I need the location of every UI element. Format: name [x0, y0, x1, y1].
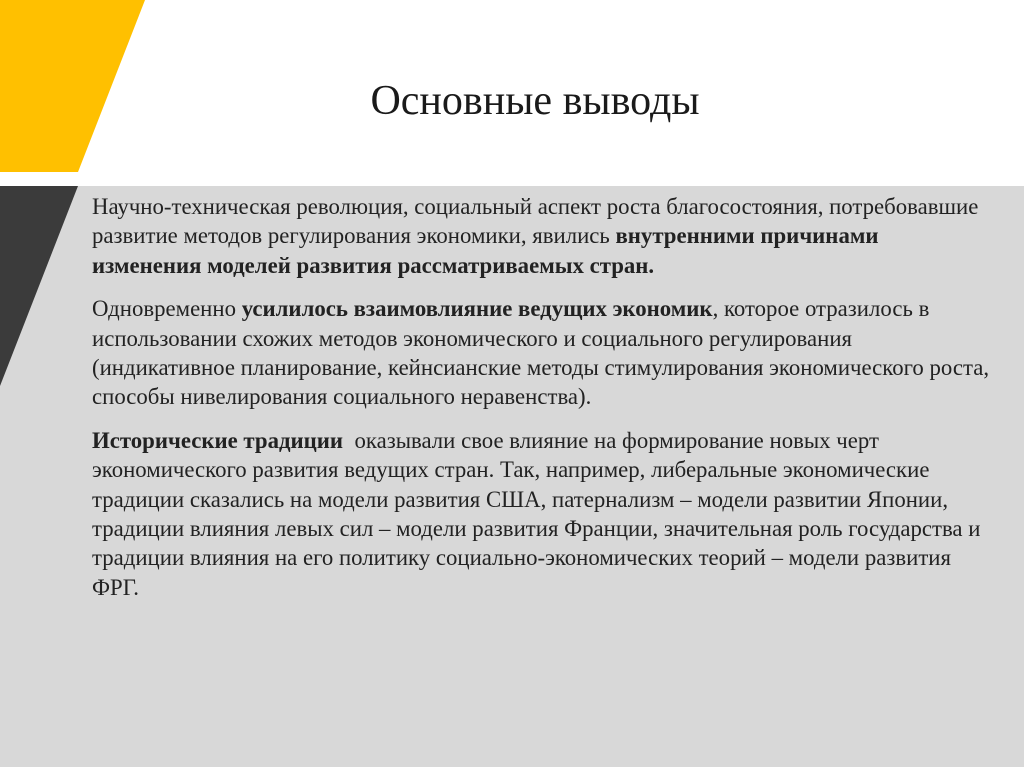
paragraph-emphasis: усилилось взаимовлияние ведущих экономик	[241, 296, 713, 322]
paragraph-internal-causes	[92, 192, 992, 280]
slide-content	[92, 192, 992, 616]
paragraph-text: Научно-техническая революция, социальный аспект роста благосостояния, потребовавшие развитие методов регулирования экономики, явились	[92, 194, 979, 249]
slide-title: Основные выводы	[370, 78, 700, 124]
paragraph-text: Одновременно	[92, 296, 242, 322]
paragraph-historical-traditions	[92, 426, 992, 602]
paragraph-text: , которое отразилось в использовании схожих методов экономического и социального регулирования (индикативное планирование, кейнсианские методы стимулирования экономического роста, способы нивелирования социального неравенства).	[92, 296, 990, 410]
paragraph-text: оказывали свое влияние на формирование новых черт экономического развития ведущих стран. Так, например, либеральные экономические традиции сказались на модели развития США, патернализм – модели развитии Японии, традиции влияния левых сил – модели развития Франции, значительная роль государства и традиции влияния на его политику социально-экономических теорий – модели развития ФРГ.	[92, 427, 987, 600]
paragraph-emphasis: внутренними причинами изменения моделей развития рассматриваемых стран.	[92, 223, 879, 278]
paragraph-mutual-influence	[92, 294, 992, 412]
paragraph-emphasis: Исторические традиции	[92, 427, 344, 453]
